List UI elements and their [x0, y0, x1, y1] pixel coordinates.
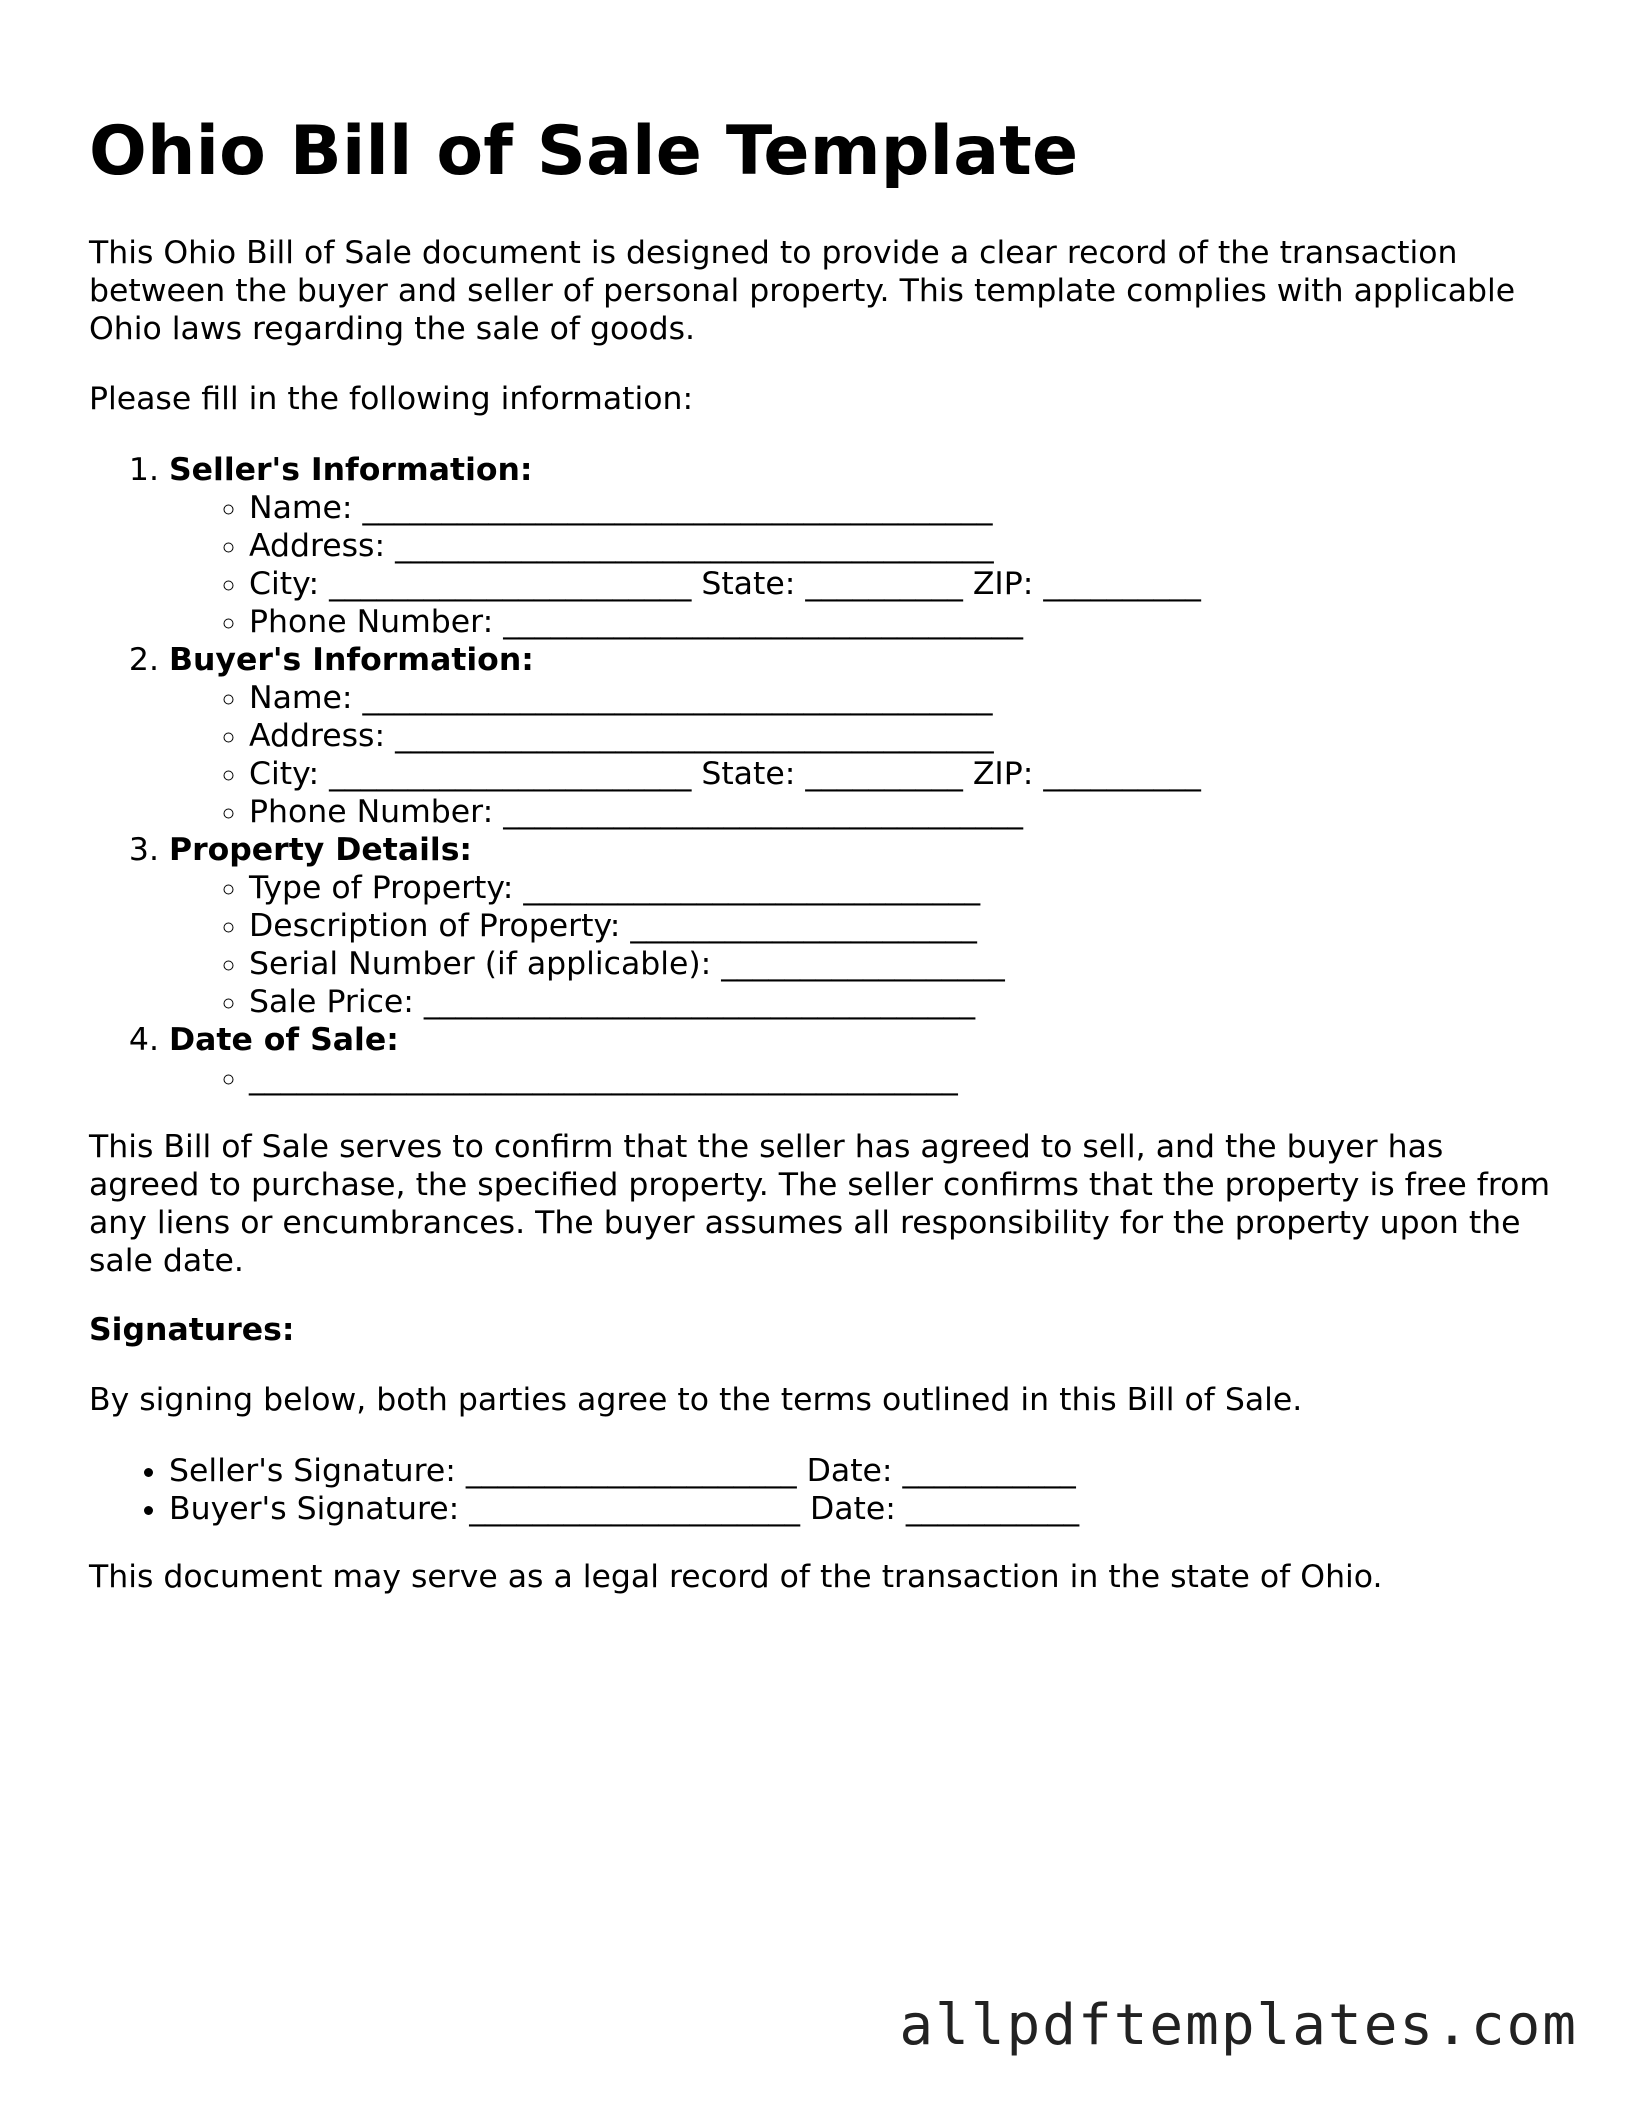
field-list	[169, 1059, 1201, 1097]
field-list	[169, 869, 1201, 1021]
section-buyer-information	[169, 641, 1201, 831]
signatures-intro: By signing below, both parties agree to the terms outlined in this Bill of Sale.	[89, 1382, 1303, 1418]
section-title: Buyer's Information:	[169, 642, 534, 678]
signatures-heading: Signatures:	[89, 1312, 295, 1348]
section-date-of-sale	[169, 1021, 1201, 1097]
field-list	[169, 489, 1201, 641]
section-title: Date of Sale:	[169, 1022, 399, 1058]
buyer-signature-line[interactable]: • Buyer's Signature: _____________________ Date: ___________	[169, 1490, 1079, 1528]
field-seller-name[interactable]: ◦ Name: ________________________________________	[249, 489, 1201, 527]
field-buyer-address[interactable]: ◦ Address: ______________________________________	[249, 717, 1201, 755]
field-property-type[interactable]: ◦ Type of Property: _____________________________	[249, 869, 1201, 907]
field-seller-address[interactable]: ◦ Address: ______________________________________	[249, 527, 1201, 565]
section-title: Property Details:	[169, 832, 473, 868]
field-sale-price[interactable]: ◦ Sale Price: ___________________________________	[249, 983, 1201, 1021]
field-sale-date[interactable]: ◦ _____________________________________________	[249, 1059, 1201, 1097]
field-buyer-city-state-zip[interactable]: ◦ City: _______________________ State: __________ ZIP: __________	[249, 755, 1201, 793]
field-seller-phone[interactable]: ◦ Phone Number: _________________________________	[249, 603, 1201, 641]
field-serial-number[interactable]: ◦ Serial Number (if applicable): __________________	[249, 945, 1201, 983]
page-title: Ohio Bill of Sale Template	[89, 112, 1079, 191]
signature-list	[89, 1452, 1079, 1528]
field-seller-city-state-zip[interactable]: ◦ City: _______________________ State: __________ ZIP: __________	[249, 565, 1201, 603]
field-buyer-name[interactable]: ◦ Name: ________________________________________	[249, 679, 1201, 717]
seller-signature-line[interactable]: • Seller's Signature: _____________________ Date: ___________	[169, 1452, 1079, 1490]
section-property-details	[169, 831, 1201, 1021]
information-sections	[89, 451, 1201, 1097]
section-seller-information	[169, 451, 1201, 641]
closing-paragraph: This document may serve as a legal record of the transaction in the state of Ohio.	[89, 1559, 1383, 1595]
field-list	[169, 679, 1201, 831]
intro-paragraph: This Ohio Bill of Sale document is designed to provide a clear record of the transaction between the buyer and seller of personal property. This template complies with applicable Ohio laws regarding the sale of goods.	[89, 235, 1516, 347]
site-watermark: allpdftemplates.com	[899, 1993, 1578, 2058]
field-property-description[interactable]: ◦ Description of Property: ______________________	[249, 907, 1201, 945]
section-title: Seller's Information:	[169, 452, 533, 488]
field-buyer-phone[interactable]: ◦ Phone Number: _________________________________	[249, 793, 1201, 831]
instructions-prompt: Please fill in the following information:	[89, 381, 694, 417]
confirmation-paragraph: This Bill of Sale serves to confirm that the seller has agreed to sell, and the buyer has agreed to purchase, the specified property. The seller confirms that the property is free from any liens or encumbrances. The buyer assumes all responsibility for the property upon the sale date.	[89, 1129, 1551, 1279]
